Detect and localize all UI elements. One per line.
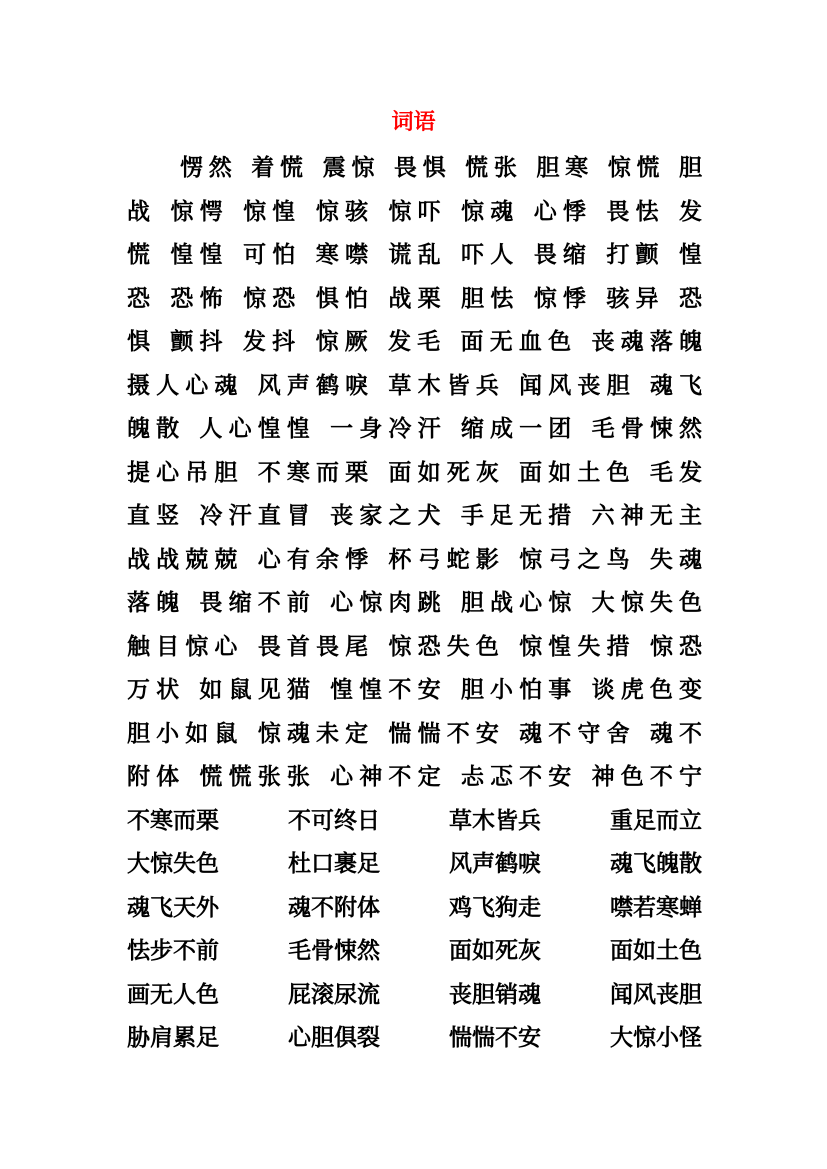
idiom-cell: 魂不附体 bbox=[288, 893, 380, 921]
idiom-cell: 鸡飞狗走 bbox=[449, 893, 541, 921]
idiom-cell: 毛骨悚然 bbox=[288, 937, 380, 964]
idiom-row bbox=[127, 973, 702, 1017]
paragraph-line: 摄人心魂 风声鹤唳 草木皆兵 闻风丧胆 魂飞 bbox=[127, 371, 702, 399]
paragraph-line: 战 惊愕 惊惶 惊骇 惊吓 惊魂 心悸 畏怯 发 bbox=[127, 197, 702, 225]
idiom-grid bbox=[127, 799, 702, 1060]
idiom-row bbox=[127, 1016, 702, 1060]
paragraph-line: 落魄 畏缩不前 心惊肉跳 胆战心惊 大惊失色 bbox=[127, 589, 702, 616]
vocabulary-paragraph bbox=[127, 146, 702, 799]
idiom-cell: 风声鹤唳 bbox=[449, 850, 541, 877]
idiom-cell: 面如死灰 bbox=[449, 937, 541, 964]
paragraph-line: 惧 颤抖 发抖 惊厥 发毛 面无血色 丧魂落魄 bbox=[127, 328, 702, 355]
idiom-cell: 大惊小怪 bbox=[610, 1024, 702, 1051]
idiom-row bbox=[127, 886, 702, 930]
paragraph-line: 愣然 着慌 震惊 畏惧 慌张 胆寒 惊慌 胆 bbox=[180, 154, 702, 181]
idiom-cell: 魂飞魄散 bbox=[610, 850, 702, 877]
page-title: 词语 bbox=[391, 109, 436, 135]
paragraph-line: 恐 恐怖 惊恐 惧怕 战栗 胆怯 惊悸 骇异 恐 bbox=[127, 284, 702, 312]
idiom-cell: 胁肩累足 bbox=[127, 1024, 219, 1051]
idiom-cell: 丧胆销魂 bbox=[449, 980, 541, 1008]
idiom-cell: 重足而立 bbox=[610, 806, 702, 834]
idiom-cell: 屁滚尿流 bbox=[288, 980, 380, 1008]
idiom-cell: 闻风丧胆 bbox=[610, 980, 702, 1008]
document-body bbox=[127, 146, 702, 1060]
idiom-cell: 不寒而栗 bbox=[127, 806, 219, 834]
paragraph-line: 慌 惶惶 可怕 寒噤 谎乱 吓人 畏缩 打颤 惶 bbox=[127, 241, 702, 268]
paragraph-line: 提心吊胆 不寒而栗 面如死灰 面如土色 毛发 bbox=[127, 458, 702, 486]
paragraph-line: 战战兢兢 心有余悸 杯弓蛇影 惊弓之鸟 失魂 bbox=[127, 545, 702, 573]
paragraph-line: 万状 如鼠见猫 惶惶不安 胆小怕事 谈虎色变 bbox=[127, 676, 702, 703]
idiom-row bbox=[127, 929, 702, 973]
idiom-cell: 怯步不前 bbox=[127, 937, 219, 964]
idiom-cell: 惴惴不安 bbox=[449, 1024, 541, 1051]
paragraph-line: 直竖 冷汗直冒 丧家之犬 手足无措 六神无主 bbox=[127, 502, 702, 529]
idiom-cell: 草木皆兵 bbox=[449, 806, 541, 834]
idiom-row bbox=[127, 842, 702, 886]
paragraph-line: 附体 慌慌张张 心神不定 忐忑不安 神色不宁 bbox=[127, 763, 702, 790]
idiom-cell: 不可终日 bbox=[288, 806, 380, 834]
idiom-cell: 大惊失色 bbox=[127, 850, 219, 877]
paragraph-line: 胆小如鼠 惊魂未定 惴惴不安 魂不守舍 魂不 bbox=[127, 719, 702, 747]
idiom-cell: 魂飞天外 bbox=[127, 893, 219, 921]
idiom-cell: 噤若寒蝉 bbox=[610, 893, 702, 921]
idiom-cell: 心胆俱裂 bbox=[288, 1024, 380, 1051]
idiom-cell: 杜口裹足 bbox=[288, 850, 380, 877]
idiom-cell: 面如土色 bbox=[610, 937, 702, 964]
idiom-cell: 画无人色 bbox=[127, 980, 219, 1008]
idiom-row bbox=[127, 799, 702, 843]
paragraph-line: 魄散 人心惶惶 一身冷汗 缩成一团 毛骨悚然 bbox=[127, 415, 702, 442]
paragraph-line: 触目惊心 畏首畏尾 惊恐失色 惊惶失措 惊恐 bbox=[127, 632, 702, 660]
